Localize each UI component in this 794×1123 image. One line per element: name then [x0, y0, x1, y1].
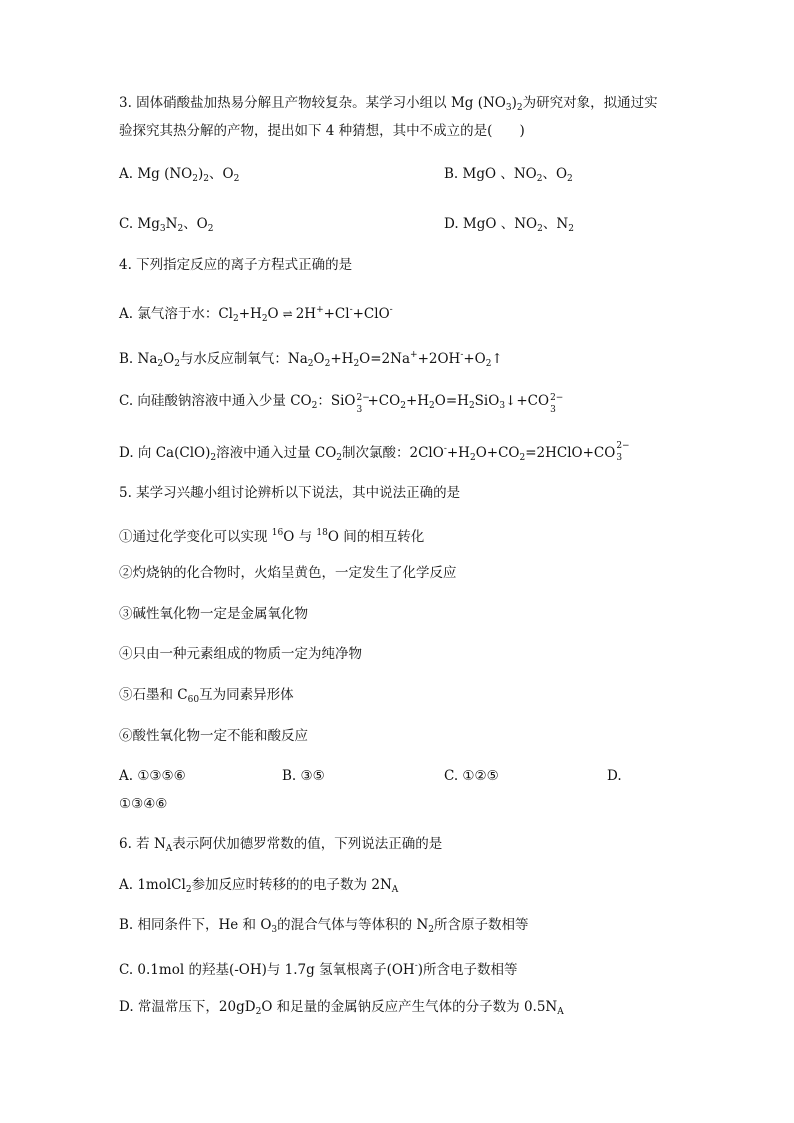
q3-option-c[interactable]: C. $Mg_3N_2$、$O_2$	[119, 216, 214, 234]
q4-option-c[interactable]: C. 向硅酸钠溶液中通入少量 $CO_2$：SiO 2− 3 $+CO_2+H_2O=H_2SiO_3↓+CO$ 2− 3	[119, 393, 564, 415]
q5-option-a[interactable]: A. ①③⑤⑥	[119, 768, 186, 784]
q6-option-a[interactable]: A. 1molCl$_2$参加反应时转移的的电子数为 $2N_A$	[119, 877, 399, 895]
equilibrium-arrow-icon: ⇌	[282, 307, 292, 321]
q4-option-b[interactable]: B. $Na_2O_2$与水反应制氧气：$Na_2O_2+H_2O=2Na^++2OH^-+O_2↑$	[119, 350, 503, 369]
q6-option-c[interactable]: C. 0.1mol 的羟基(-OH)与 1.7g 氢氧根离子(OH-)所含电子数相等	[119, 961, 518, 978]
q5-statement-2: ②灼烧钠的化合物时，火焰呈黄色，一定发生了化学反应	[119, 565, 457, 581]
q6-option-b[interactable]: B. 相同条件下，He 和 $O_3$的混合气体与等体积的 $N_2$所含原子数相等	[119, 917, 529, 935]
q3-option-a[interactable]: A. Mg $(NO_2)_2$、$O_2$	[119, 166, 240, 184]
q5-statement-3: ③碱性氧化物一定是金属氧化物	[119, 606, 308, 622]
q5-statement-4: ④只由一种元素组成的物质一定为纯净物	[119, 646, 362, 662]
q5-statement-5: ⑤石墨和 $C_{60}$互为同素异形体	[119, 687, 294, 705]
q4-option-a[interactable]: A. 氯气溶于水：$Cl_2+H_2O$ ⇌ 2H++Cl-+ClO-	[119, 305, 393, 324]
q4-option-d[interactable]: D. 向 $Ca(ClO)_2$溶液中通入过量 $CO_2$制次氯酸：$2ClO^-+H_2O+CO_2=2HClO+CO$ 2− 3	[119, 441, 630, 463]
q5-option-b[interactable]: B. ③⑤	[282, 768, 325, 784]
q5-statement-1: ①通过化学变化可以实现 $^{16}$O 与 $^{18}$O 间的相互转化	[119, 528, 425, 545]
q5-option-d[interactable]: D.	[607, 768, 622, 784]
q3-line1: 3. 固体硝酸盐加热易分解且产物较复杂。某学习小组以 Mg $(NO_3)_2$为研究对象，拟通过实	[119, 95, 658, 113]
q5-statement-6: ⑥酸性氧化物一定不能和酸反应	[119, 728, 308, 744]
q6-option-d[interactable]: D. 常温常压下，$20gD_2O$ 和足量的金属钠反应产生气体的分子数为 $0.5N_A$	[119, 999, 564, 1017]
q3-line2: 验探究其热分解的产物，提出如下 4 种猜想，其中不成立的是( )	[119, 123, 525, 139]
q3-option-d[interactable]: D. MgO 、$NO_2$、$N_2$	[444, 216, 574, 234]
q4-title: 4. 下列指定反应的离子方程式正确的是	[119, 257, 353, 273]
q6-title: 6. 若 $N_A$表示阿伏加德罗常数的值，下列说法正确的是	[119, 836, 443, 854]
q3-option-b[interactable]: B. MgO 、$NO_2$、$O_2$	[444, 166, 573, 184]
q5-title: 5. 某学习兴趣小组讨论辨析以下说法，其中说法正确的是	[119, 485, 461, 501]
q5-option-d-content: ①③④⑥	[119, 796, 168, 812]
q5-option-c[interactable]: C. ①②⑤	[444, 768, 499, 784]
